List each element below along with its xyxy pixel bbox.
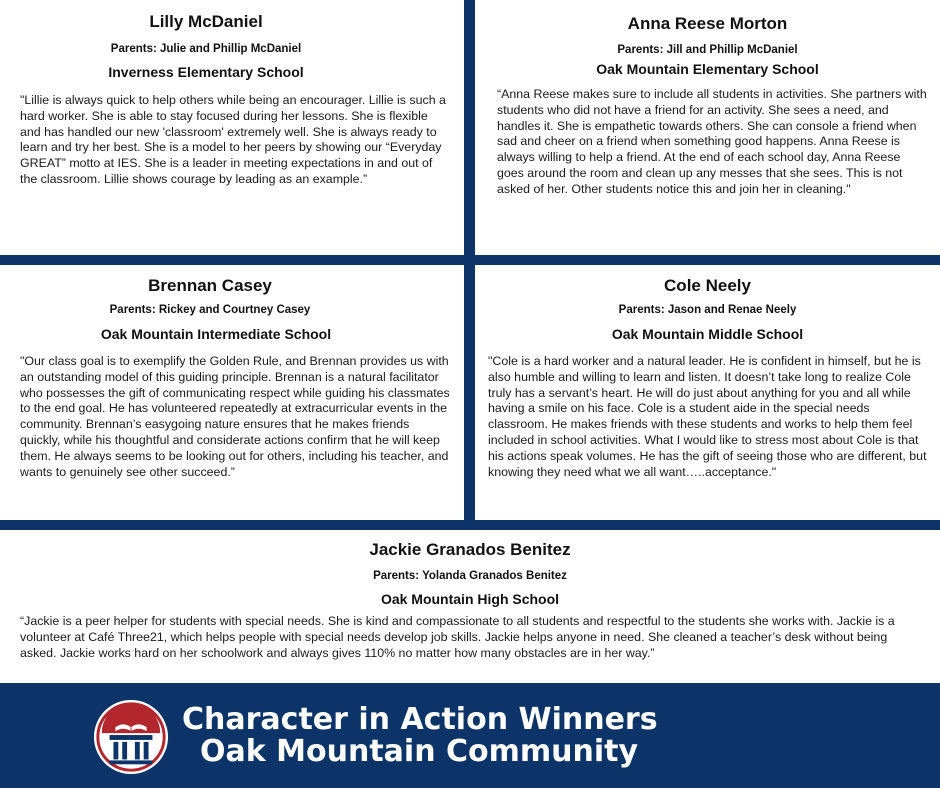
school-crest-icon — [92, 698, 170, 776]
winner-school: Oak Mountain Elementary School — [596, 61, 819, 77]
winner-parents: Parents: Yolanda Granados Benitez — [373, 570, 567, 582]
footer-banner — [0, 683, 940, 788]
winner-name: Cole Neely — [664, 276, 751, 295]
winner-card-jackie — [0, 530, 940, 683]
winner-parents: Parents: Jill and Phillip McDaniel — [617, 44, 798, 56]
horizontal-divider-bottom — [0, 520, 940, 530]
winner-school: Inverness Elementary School — [108, 64, 304, 80]
banner-subtitle: Oak Mountain Community — [200, 734, 639, 769]
winner-name: Anna Reese Morton — [627, 14, 788, 33]
winner-name: Brennan Casey — [148, 276, 272, 295]
winner-name: Lilly McDaniel — [149, 12, 263, 31]
winner-name: Jackie Granados Benitez — [369, 540, 571, 559]
winner-card-brennan — [0, 265, 464, 520]
winner-school: Oak Mountain High School — [380, 591, 560, 607]
winner-school: Oak Mountain Intermediate School — [100, 326, 332, 342]
winner-quote: "Lillie is always quick to help others while being an encourager. Lillie is such a hard worker. She is able to stay focused during her lessons. She is flexible and has handled our new 'classroom' extremely well. She is always ready to learn and try her best. She is a model to her peers by showing our “Everyday GREAT” motto at IES. She is a leader in meeting expectations in and out of the classroom. Lillie shows courage by leading as an example.” — [20, 93, 446, 186]
winner-parents: Parents: Jason and Renae Neely — [618, 304, 797, 316]
horizontal-divider-top — [0, 255, 940, 265]
banner-title: Character in Action Winners — [182, 702, 658, 737]
winner-card-anna-reese — [475, 0, 940, 255]
winner-card-cole — [475, 265, 940, 520]
winner-quote: “Jackie is a peer helper for students with special needs. She is kind and compassionate to all students and respectful to the students she works with. Jackie is a volunteer at Café Three21, which helps people with special needs develop job skills. Jackie helps anyone in need. She cleaned a teacher’s desk without being asked. Jackie works hard on her schoolwork and always gives 110% no matter how many obstacles are in her way.” — [20, 614, 895, 660]
winner-parents: Parents: Julie and Phillip McDaniel — [110, 43, 302, 55]
winner-card-lilly — [0, 0, 464, 255]
winner-quote: "Our class goal is to exemplify the Golden Rule, and Brennan provides us with an outstanding model of this guiding principle. Brennan is a natural facilitator who possesses the gift of communicating respect while guiding his classmates to the end goal. He has volunteered repeatedly at extracurricular events in the community. Brennan’s easygoing nature ensures that he makes friends quickly, while his thoughtful and considerate actions confirm that he will keep them. He always seems to be looking out for others, including his teacher, and wants to genuinely see other succeed.” — [20, 354, 450, 479]
winner-quote: “Anna Reese makes sure to include all students in activities. She partners with students who did not have a friend for an activity. She sees a need, and handles it. She is empathetic towards others. She can console a friend when sad and cheer on a friend when something good happens. Anna Reese is always willing to help a friend. At the end of each school day, Anna Reese goes around the room and clean up any messes that she sees. This is not asked of her. Other students notice this and join her in cleaning." — [497, 87, 927, 196]
winner-school: Oak Mountain Middle School — [611, 326, 804, 342]
winner-parents: Parents: Rickey and Courtney Casey — [109, 304, 311, 316]
winner-quote: "Cole is a hard worker and a natural leader. He is confident in himself, but he is also humble and willing to learn and listen. It doesn’t take long to realize Cole truly has a servant’s heart. He will do just about anything for you and all while having a smile on his face. Cole is a student aide in the special needs classroom. He makes friends with these students and works to help them feel included in school activities. What I would like to stress most about Cole is that his actions speak volumes. He has the gift of seeing those who are different, but knowing they need what we all want…..acceptance." — [488, 354, 927, 479]
